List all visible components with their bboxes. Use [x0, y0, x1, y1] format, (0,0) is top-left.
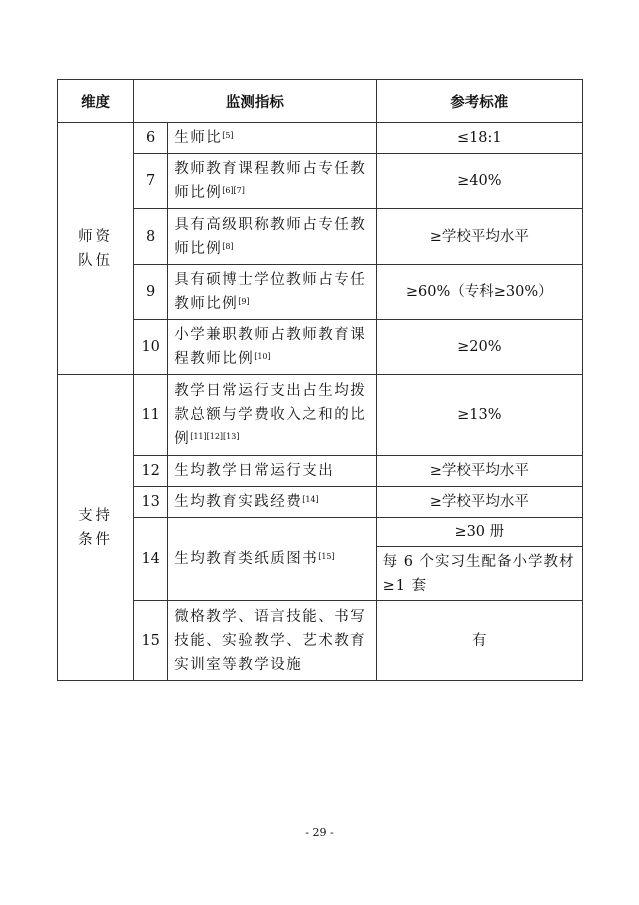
- category-label: 支持条件: [78, 507, 114, 548]
- header-row: [58, 80, 583, 123]
- row-standard: ≥学校平均水平: [376, 456, 582, 487]
- row-number: 7: [134, 154, 168, 209]
- row-standard: ≥13%: [376, 375, 582, 456]
- row-indicator: [168, 601, 376, 681]
- table-row: [58, 487, 583, 518]
- row-standard: ≥40%: [376, 154, 582, 209]
- table-row: [58, 209, 583, 265]
- row-number: 12: [134, 456, 168, 487]
- table-row: [58, 154, 583, 209]
- table-row: [58, 601, 583, 681]
- row-indicator: [168, 375, 376, 456]
- row-standard: ≤18:1: [376, 123, 582, 154]
- table-row: [58, 123, 583, 154]
- row-indicator: [168, 487, 376, 518]
- table-row: [58, 320, 583, 375]
- row-number: 6: [134, 123, 168, 154]
- category-label: 师资队伍: [78, 228, 114, 269]
- row-number: 15: [134, 601, 168, 681]
- indicator-text: 生均教学日常运行支出: [174, 463, 335, 479]
- table-row: [58, 518, 583, 547]
- row-indicator: [168, 154, 376, 209]
- header-indicator: 监测指标: [134, 80, 376, 123]
- row-indicator: [168, 209, 376, 265]
- table-row: [58, 456, 583, 487]
- footnote-ref: [11][12][13]: [190, 432, 240, 441]
- row-number: 11: [134, 375, 168, 456]
- footnote-ref: [15]: [318, 552, 335, 561]
- row-indicator: [168, 265, 376, 320]
- row-number: 13: [134, 487, 168, 518]
- page-number: - 29 -: [305, 826, 334, 839]
- indicator-text: 微格教学、语言技能、书写技能、实验教学、艺术教育实训室等教学设施: [174, 608, 367, 673]
- indicator-text: 教师教育课程教师占专任教师比例: [174, 161, 367, 201]
- footnote-ref: [8]: [222, 241, 234, 251]
- footnote-ref: [14]: [302, 495, 319, 504]
- row-standard: ≥60%（专科≥30%）: [376, 265, 582, 320]
- footnote-ref: [6][7]: [222, 186, 245, 195]
- footnote-ref: [10]: [254, 352, 271, 361]
- category-support: [58, 375, 134, 681]
- indicator-text: 生均教育实践经费: [174, 494, 303, 510]
- indicator-text: 教学日常运行支出占生均拨款总额与学费收入之和的比例: [174, 383, 367, 447]
- row-number: 14: [134, 518, 168, 601]
- row-indicator: [168, 456, 376, 487]
- footnote-ref: [5]: [222, 131, 234, 140]
- row-standard: ≥学校平均水平: [376, 487, 582, 518]
- indicator-text: 生均教育类纸质图书: [174, 551, 319, 567]
- row-standard-secondary: 每 6 个实习生配备小学教材≥1 套: [376, 547, 582, 601]
- footnote-ref: [9]: [238, 297, 250, 306]
- row-indicator: [168, 123, 376, 154]
- indicator-text: 具有硕博士学位教师占专任教师比例: [174, 272, 367, 312]
- indicator-text: 生师比: [174, 130, 223, 146]
- category-teachers: [58, 123, 134, 375]
- indicator-table: [57, 79, 583, 681]
- row-indicator: [168, 320, 376, 375]
- row-number: 9: [134, 265, 168, 320]
- row-indicator: [168, 518, 376, 601]
- row-number: 10: [134, 320, 168, 375]
- row-standard: ≥20%: [376, 320, 582, 375]
- row-standard: ≥学校平均水平: [376, 209, 582, 265]
- table-row: [58, 265, 583, 320]
- row-standard: ≥30 册: [376, 518, 582, 547]
- row-standard: 有: [376, 601, 582, 681]
- indicator-text: 小学兼职教师占教师教育课程教师比例: [174, 327, 367, 367]
- header-standard: 参考标准: [376, 80, 582, 123]
- header-dimension: 维度: [58, 80, 134, 123]
- row-number: 8: [134, 209, 168, 265]
- table-row: [58, 375, 583, 456]
- indicator-text: 具有高级职称教师占专任教师比例: [174, 216, 367, 257]
